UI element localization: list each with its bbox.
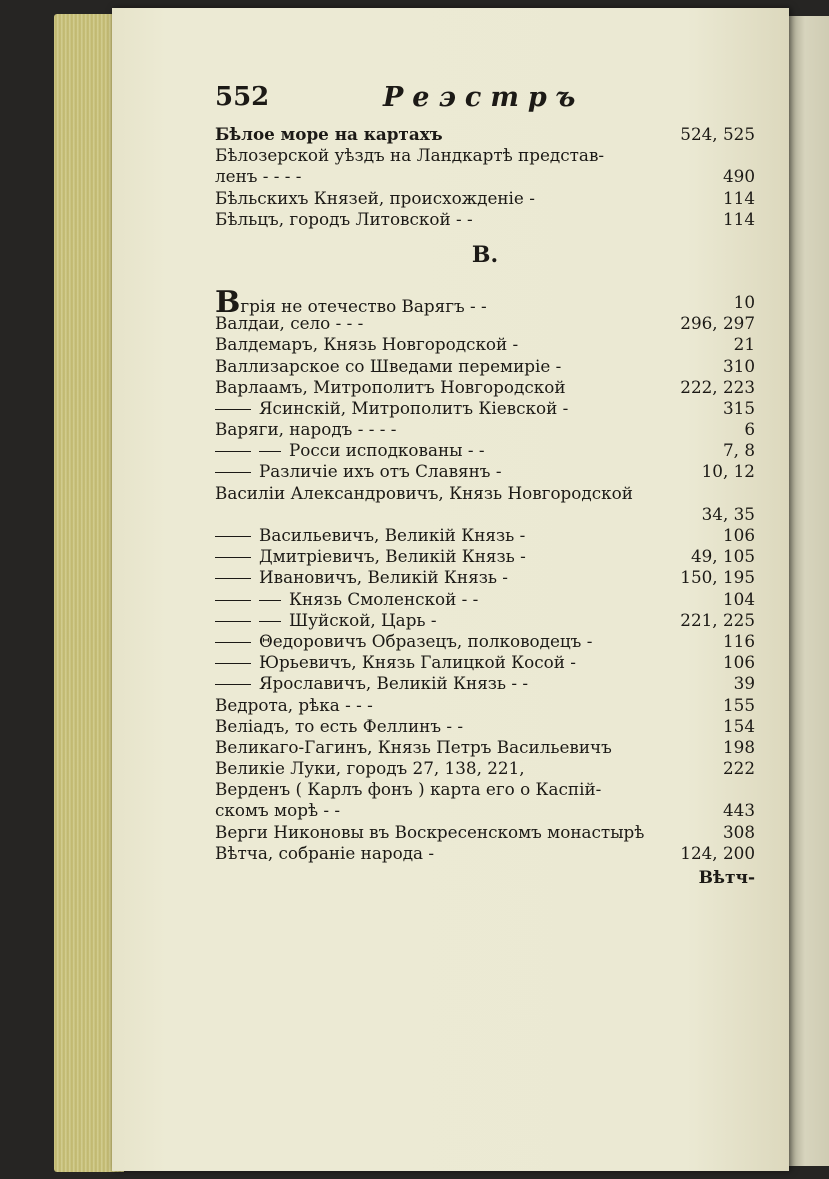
index-entry xyxy=(215,483,755,504)
index-entry xyxy=(215,779,755,800)
entry-term-text: Варяги, народъ - - - - xyxy=(215,419,397,440)
page-header xyxy=(215,82,755,124)
drop-initial: В xyxy=(215,284,241,320)
entry-term xyxy=(215,843,434,864)
index-entry xyxy=(215,209,755,230)
index-entry xyxy=(215,631,755,652)
entry-term xyxy=(215,652,576,673)
index-entry xyxy=(215,673,755,694)
entry-term-text: Ивановичъ, Великій Князь - xyxy=(259,567,508,588)
entry-term-text: Шуйской, Царь - xyxy=(289,609,437,630)
ditto-dash xyxy=(215,409,251,410)
ditto-dash xyxy=(215,600,251,601)
ditto-dash xyxy=(259,600,281,601)
entry-pages: 114 xyxy=(722,187,755,208)
ditto-dash xyxy=(215,663,251,664)
index-entry xyxy=(215,610,755,631)
index-content xyxy=(215,82,755,888)
entry-term xyxy=(215,822,644,843)
entry-term xyxy=(215,589,478,610)
entry-pages: 315 xyxy=(722,397,755,418)
entry-term-text: Василіи Александровичъ, Князь Новгородской xyxy=(215,482,633,503)
entry-pages: 308 xyxy=(722,821,755,842)
section-heading xyxy=(215,230,755,292)
entry-term-text: скомъ морѣ - - xyxy=(215,800,341,821)
catchword: Вѣтч- xyxy=(698,868,755,888)
index-entry xyxy=(215,124,755,145)
index-entry xyxy=(215,652,755,673)
entry-term xyxy=(215,631,592,652)
entry-term-text: Варлаамъ, Митрополитъ Новгородской xyxy=(215,376,566,397)
entry-term-text: ленъ - - - - xyxy=(215,166,302,187)
entry-term xyxy=(215,567,508,588)
index-entry xyxy=(215,822,755,843)
entry-term-text: Дмитріевичъ, Великій Князь - xyxy=(259,546,526,567)
entry-term xyxy=(215,145,604,166)
index-entry xyxy=(215,737,755,758)
entry-term xyxy=(215,610,437,631)
entry-term xyxy=(215,800,340,821)
entry-term xyxy=(215,209,473,230)
entry-pages: 310 xyxy=(722,355,755,376)
entry-term-text: Князь Смоленской - - xyxy=(289,588,479,609)
index-entry xyxy=(215,758,755,779)
index-entry xyxy=(215,461,755,482)
running-title: Реэстръ xyxy=(383,82,585,113)
ditto-dash xyxy=(215,578,251,579)
entry-term xyxy=(215,779,601,800)
index-entry xyxy=(215,284,755,320)
entry-pages: 490 xyxy=(722,166,755,187)
entry-pages: 155 xyxy=(722,694,755,715)
ditto-dash xyxy=(215,536,251,537)
entry-term xyxy=(215,377,566,398)
index-entry xyxy=(215,419,755,440)
entry-pages: 34, 35 xyxy=(701,503,755,524)
index-entry xyxy=(215,356,755,377)
entry-term xyxy=(215,483,633,504)
entry-term xyxy=(215,398,568,419)
entry-term-text: Верденъ ( Карлъ фонъ ) карта его о Каспій- xyxy=(215,779,602,800)
entry-pages: 116 xyxy=(722,630,755,651)
entry-pages: 296, 297 xyxy=(680,313,755,334)
entry-term xyxy=(215,673,528,694)
entry-term xyxy=(215,313,363,334)
entry-term xyxy=(215,356,561,377)
entry-term xyxy=(215,419,396,440)
ditto-dash xyxy=(215,621,251,622)
entry-term xyxy=(215,440,485,461)
entry-term-text: Ведрота, рѣка - - - xyxy=(215,694,373,715)
entry-pages: 524, 525 xyxy=(680,124,755,144)
index-entry xyxy=(215,546,755,567)
entry-term-text: Бѣльцъ, городъ Литовской - - xyxy=(215,208,473,229)
entry-term xyxy=(215,334,518,355)
entry-pages: 222 xyxy=(722,758,755,779)
catchword-row xyxy=(215,864,755,888)
entry-pages: 7, 8 xyxy=(722,440,755,461)
index-entry xyxy=(215,567,755,588)
entry-term-text: Ясинскій, Митрополитъ Кіевской - xyxy=(259,397,569,418)
entry-pages: 222, 223 xyxy=(680,376,755,397)
ditto-dash xyxy=(215,684,251,685)
ditto-dash xyxy=(259,451,281,452)
index-entry xyxy=(215,188,755,209)
facing-page-edge xyxy=(789,16,829,1166)
entry-term-text: Росси исподкованы - - xyxy=(289,440,485,461)
index-entry xyxy=(215,440,755,461)
entry-term-text: Θедоровичъ Образецъ, полководецъ - xyxy=(259,630,593,651)
entry-pages: 124, 200 xyxy=(680,842,755,863)
ditto-dash xyxy=(215,451,251,452)
entry-pages: 221, 225 xyxy=(680,609,755,630)
entry-term xyxy=(215,737,612,758)
entry-term-text: грія не отечество Варягъ - - xyxy=(240,295,487,316)
entries-v-list xyxy=(215,284,755,864)
entry-pages: 154 xyxy=(722,715,755,736)
index-entry xyxy=(215,313,755,334)
entry-term-text: Великіе Луки, городъ 27, 138, 221, xyxy=(215,758,525,779)
entry-term-text: Верги Никоновы въ Воскресенскомъ монастырѣ xyxy=(215,821,645,842)
entry-pages: 39 xyxy=(733,673,755,694)
entry-pages: 6 xyxy=(744,419,755,440)
entry-term-text: Великаго-Гагинъ, Князь Петръ Васильевичъ xyxy=(215,736,612,757)
entry-pages: 114 xyxy=(722,208,755,229)
entry-term xyxy=(215,166,301,187)
index-entry xyxy=(215,525,755,546)
entry-term-text: Валлизарское со Шведами перемиріе - xyxy=(215,355,562,376)
entry-term xyxy=(215,695,373,716)
entry-term xyxy=(215,461,501,482)
entry-term xyxy=(215,758,525,779)
entry-term xyxy=(215,525,525,546)
entry-term-text: Бѣлозерской уѣздъ на Ландкартѣ предстaв- xyxy=(215,145,605,166)
index-entry xyxy=(215,398,755,419)
entry-term-text: Валдемаръ, Князь Новгородской - xyxy=(215,334,519,355)
entry-pages: 10, 12 xyxy=(701,461,755,482)
entry-pages: 150, 195 xyxy=(680,567,755,588)
ditto-dash xyxy=(215,557,251,558)
index-entry xyxy=(215,377,755,398)
entries-top-list xyxy=(215,124,755,230)
entry-pages: 198 xyxy=(722,736,755,757)
entry-term xyxy=(215,188,535,209)
entry-term-text: Валдаи, село - - - xyxy=(215,313,364,334)
entry-pages: 104 xyxy=(722,588,755,609)
entry-pages: 106 xyxy=(722,652,755,673)
entry-term-text: Вѣтча, собраніе народа - xyxy=(215,842,435,863)
index-entry xyxy=(215,504,755,525)
entry-pages: 106 xyxy=(722,525,755,545)
index-entry xyxy=(215,800,755,821)
entry-term-text: Различіе ихъ отъ Славянъ - xyxy=(259,461,502,482)
entry-pages: 443 xyxy=(722,800,755,821)
index-entry xyxy=(215,843,755,864)
entry-term xyxy=(215,716,463,737)
entry-pages: 49, 105 xyxy=(690,546,755,567)
entry-term-text: Бѣльскихъ Князей, происхожденіе - xyxy=(215,187,535,208)
entry-term-text: Юрьевичъ, Князь Галицкой Косой - xyxy=(259,652,576,673)
ditto-dash xyxy=(215,642,251,643)
page-number: 552 xyxy=(215,82,270,112)
entry-pages: 21 xyxy=(733,334,755,355)
ditto-dash xyxy=(259,621,281,622)
entry-term xyxy=(215,124,443,145)
ditto-dash xyxy=(215,472,251,473)
index-entry xyxy=(215,166,755,187)
entry-term xyxy=(215,546,526,567)
section-letter: В. xyxy=(471,241,499,268)
index-entry xyxy=(215,145,755,166)
entry-term-text: Бѣлое море на картахъ xyxy=(215,124,443,144)
index-entry xyxy=(215,589,755,610)
entry-pages: 10 xyxy=(733,291,755,312)
entry-term-text: Веліадъ, то есть Феллинъ - - xyxy=(215,715,464,736)
index-entry xyxy=(215,334,755,355)
entry-term-text: Васильевичъ, Великій Князь - xyxy=(259,525,526,545)
index-entry xyxy=(215,716,755,737)
index-entry xyxy=(215,695,755,716)
entry-term-text: Ярославичъ, Великій Князь - - xyxy=(259,673,529,694)
